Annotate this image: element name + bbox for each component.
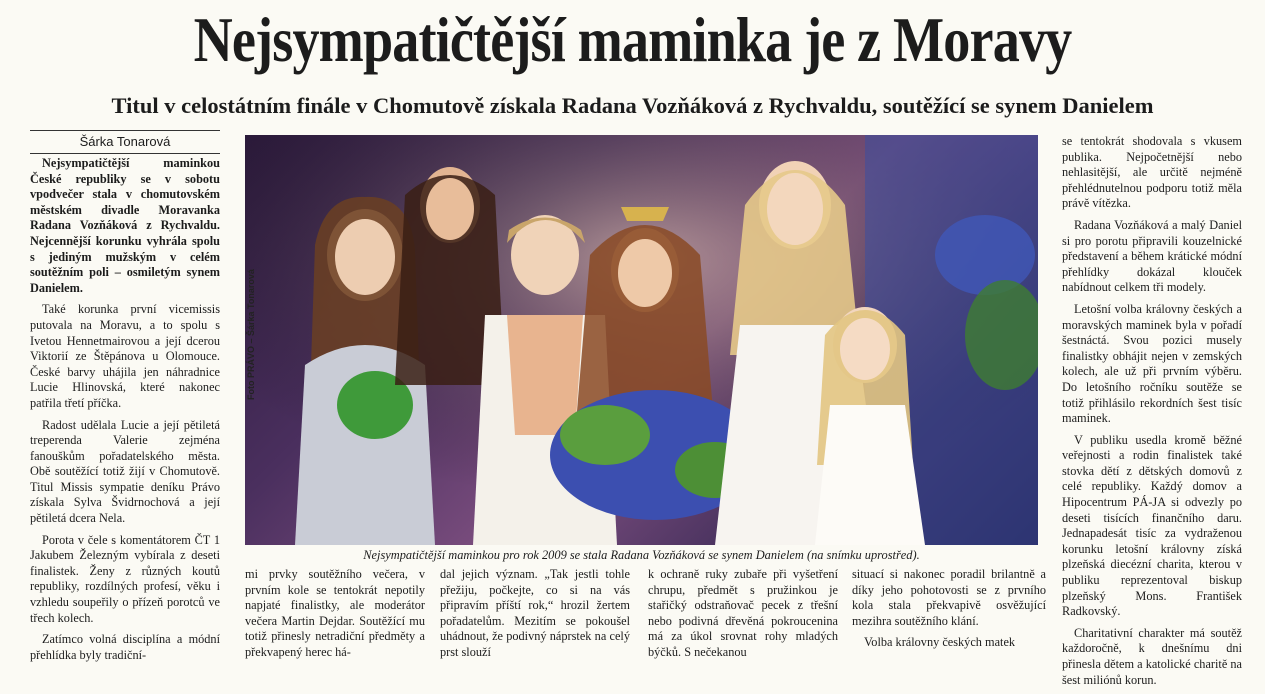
paragraph: dal jejich význam. „Tak jestli tohle přežiju, počkejte, co si na vás připravím příští rok,“ hrozil žertem pořadatelům. Mezitím se pokoušel uhádnout, že podivný náprstek na celý prst slouží: [440, 567, 630, 659]
column-4: [648, 567, 838, 661]
paragraph: V publiku usedla kromě běžné veřejnosti a rodin finalistek také stovka dětí z dětských domovů z celé republiky. Každý domov a Hipocentrum PÁ-JA si odvezly po deseti tisících finančního daru. Jednapadesát tisíc za vydraženou korunku letošní královny získá plzeňská diecézní charita, kterou v publiku reprezentoval biskup plzeňský Mons. František Radkovský.: [1062, 432, 1242, 619]
photo-credit: Foto PRÁVO – Šárka Tonarová: [246, 269, 256, 400]
paragraph: Radana Vozňáková a malý Daniel si pro porotu připravili kouzelnické představení a během krátické módní přehlídky dokázal klouček nabídnout celkem tři modely.: [1062, 217, 1242, 295]
article-photo: [245, 135, 1038, 545]
photo-illustration: [245, 135, 1038, 545]
paragraph: Zatímco volná disciplína a módní přehlídka byly tradiční-: [30, 632, 220, 662]
column-3: [440, 567, 630, 661]
author-byline: Šárka Tonarová: [30, 130, 220, 154]
column-2: [245, 567, 425, 661]
headline: Nejsympatičtější maminka je z Moravy: [193, 5, 1072, 75]
paragraph: Volba královny českých matek: [864, 635, 1016, 650]
paragraph: k ochraně ruky zubaře při vyšetření chrupu, předmět s pružinkou je stařičký odstraňovač pecek z třešní nebo podivná dřevěná pokroucenina má za úkol srovnat rohy mladých býčků. S nečekanou: [648, 567, 838, 659]
lead-paragraph: Nejsympatičtější maminkou České republiky se v sobotu vpodvečer stala v chomutovském městském divadle Moravanka Radana Vozňáková z Rychvaldu. Nejcennější korunku vyhrála spolu s jediným mužským v celém soutěžním poli – osmiletým synem Danielem.: [30, 156, 220, 295]
paragraph: Letošní volba královny českých a moravských maminek byla v pořadí šestnáctá. Svou pozici musely finalistky obhájit nejen v zemských kolech, ale už při prvním výběru. Do letošního ročníku soutěže se totiž přihlásilo rekordních šest tisíc maminek.: [1062, 301, 1242, 426]
column-5: [852, 567, 1046, 651]
paragraph: mi prvky soutěžního večera, v prvním kole se tentokrát nepotily napjaté finalistky, ale moderátor večera Martin Dejdar. Soutěžící mu totiž přinesly netradiční předměty a překvapený herec há-: [245, 567, 425, 659]
subheadline: Titul v celostátním finále v Chomutově získala Radana Vozňáková z Rychvaldu, soutěžící se synem Danielem: [111, 93, 1154, 118]
paragraph: Charitativní charakter má soutěž každoročně, k dnešnímu dni přinesla dětem a katolické charitě na šest miliónů korun.: [1062, 625, 1242, 687]
paragraph: Také korunka první vicemissis putovala na Moravu, a to spolu s Ivetou Hennetmairovou a její dcerou Viktorií ze Štěpánova u Olomouce. České barvy uhájila jen náhradnice Lucie Hlinovská, které nakonec patřila třetí příčka.: [30, 302, 220, 410]
paragraph: Porota v čele s komentátorem ČT 1 Jakubem Železným vybírala z deseti finalistek. Ženy z různých koutů republiky, rozdílných profesí, věku i vzhledu soupeřily o přízeň porotců ve třech kolech.: [30, 532, 220, 625]
paragraph: se tentokrát shodovala s vkusem publika. Nejpočetnější nebo nehlasitější, ale určitě nejméně přehlédnutelnou podporu totiž měla právě vítězka.: [1062, 134, 1242, 211]
photo-caption: Nejsympatičtější maminkou pro rok 2009 se stala Radana Vozňáková se synem Danielem (na snímku uprostřed).: [363, 548, 920, 562]
column-6: [1062, 134, 1242, 694]
paragraph: situací si nakonec poradil brilantně a díky jeho pohotovosti se z prvního kola stala překvapivě osvěžující mezihra soutěžního klání.: [852, 567, 1046, 628]
paragraph: Radost udělala Lucie a její pětiletá treperenda Valerie zejména fanouškům pořadatelského města. Obě soutěžící totiž žijí v Chomutově. Titul Missis sympatie deníku Právo získala Sylva Švidrnochová a její pětiletá dcera Nela.: [30, 417, 220, 526]
column-1: [30, 156, 220, 669]
